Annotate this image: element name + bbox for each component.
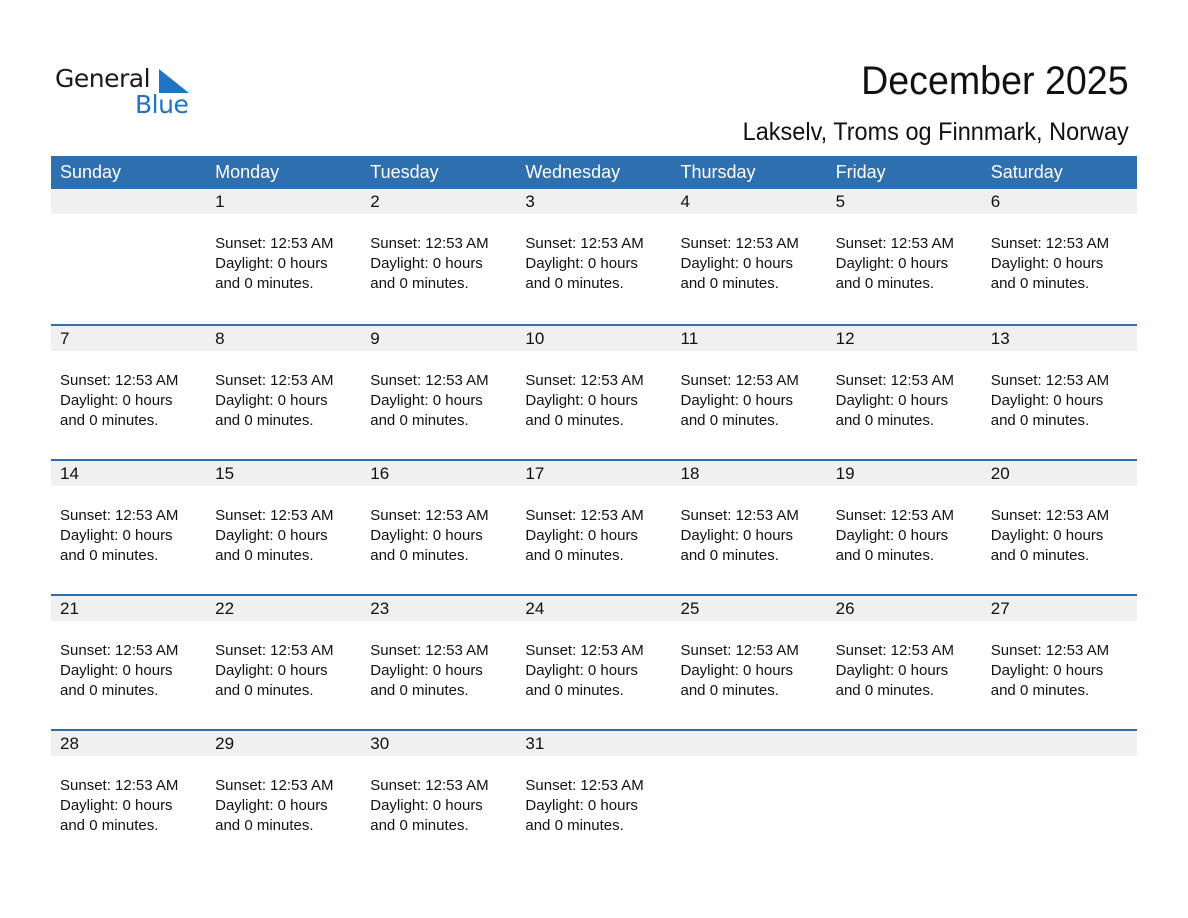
daylight-hours: Daylight: 0 hours <box>60 797 173 814</box>
week-row <box>51 459 1137 594</box>
day-number: 30 <box>370 734 390 753</box>
sunset-time: Sunset: 12:53 AM <box>215 507 334 524</box>
daylight-hours: Daylight: 0 hours <box>680 527 794 544</box>
day-cell <box>51 621 206 701</box>
daylight-minutes: and 0 minutes. <box>370 682 469 699</box>
daylight-minutes: and 0 minutes. <box>680 412 779 429</box>
day-number: 22 <box>215 599 235 618</box>
day-cell <box>827 214 982 294</box>
day-number: 6 <box>990 192 1001 211</box>
week-row <box>51 729 1137 864</box>
daylight-minutes: and 0 minutes. <box>370 817 469 834</box>
day-cell <box>206 214 361 294</box>
daylight-minutes: and 0 minutes. <box>370 275 469 292</box>
day-number: 15 <box>215 464 235 483</box>
day-number <box>672 731 827 756</box>
logo-word-general: General <box>55 64 151 93</box>
daylight-hours: Daylight: 0 hours <box>680 255 794 272</box>
daylight-hours: Daylight: 0 hours <box>215 255 328 272</box>
daylight-minutes: and 0 minutes. <box>60 817 159 834</box>
day-cell <box>672 756 827 836</box>
daylight-hours: Daylight: 0 hours <box>680 392 794 409</box>
day-cell <box>361 486 516 566</box>
day-cell <box>361 214 516 294</box>
sunset-time: Sunset: 12:53 AM <box>680 235 799 252</box>
daylight-hours: Daylight: 0 hours <box>525 255 638 272</box>
day-number: 7 <box>60 329 70 348</box>
daylight-hours: Daylight: 0 hours <box>525 662 638 679</box>
logo <box>55 64 205 124</box>
day-number: 2 <box>370 192 380 211</box>
day-cell <box>361 351 516 431</box>
day-cell <box>516 756 671 836</box>
day-cell <box>51 756 206 836</box>
daylight-minutes: and 0 minutes. <box>215 817 314 834</box>
day-cell <box>672 214 827 294</box>
daylight-minutes: and 0 minutes. <box>215 682 314 699</box>
date-number-row <box>51 731 1137 756</box>
day-cell <box>51 486 206 566</box>
date-number-row <box>51 461 1137 486</box>
day-number: 26 <box>835 599 855 618</box>
sunset-time: Sunset: 12:53 AM <box>370 507 489 524</box>
sunset-time: Sunset: 12:53 AM <box>835 235 955 252</box>
daylight-hours: Daylight: 0 hours <box>215 392 328 409</box>
day-cell <box>982 486 1137 566</box>
daylight-hours: Daylight: 0 hours <box>370 527 483 544</box>
daylight-minutes: and 0 minutes. <box>60 682 159 699</box>
weekday-sunday: Sunday <box>60 162 122 182</box>
daylight-hours: Daylight: 0 hours <box>990 527 1104 544</box>
sunset-time: Sunset: 12:53 AM <box>60 507 179 524</box>
daylight-hours: Daylight: 0 hours <box>215 527 328 544</box>
daylight-minutes: and 0 minutes. <box>60 547 159 564</box>
day-number: 21 <box>60 599 79 618</box>
day-cell <box>982 351 1137 431</box>
calendar-grid <box>51 156 1137 864</box>
day-cell <box>361 756 516 836</box>
daylight-hours: Daylight: 0 hours <box>990 392 1104 409</box>
sunset-time: Sunset: 12:53 AM <box>370 642 489 659</box>
weekday-friday: Friday <box>835 162 886 182</box>
day-number: 16 <box>370 464 390 483</box>
day-cell <box>827 756 982 836</box>
sunset-time: Sunset: 12:53 AM <box>990 642 1110 659</box>
daylight-hours: Daylight: 0 hours <box>60 662 173 679</box>
daylight-hours: Daylight: 0 hours <box>990 255 1104 272</box>
day-number: 10 <box>525 329 545 348</box>
daylight-minutes: and 0 minutes. <box>990 547 1090 564</box>
sunset-time: Sunset: 12:53 AM <box>60 642 179 659</box>
daylight-hours: Daylight: 0 hours <box>835 527 949 544</box>
daylight-hours: Daylight: 0 hours <box>370 662 483 679</box>
day-cell <box>516 486 671 566</box>
daylight-hours: Daylight: 0 hours <box>370 392 483 409</box>
day-cell <box>827 486 982 566</box>
day-number: 25 <box>680 599 700 618</box>
day-number: 24 <box>525 599 545 618</box>
day-number: 3 <box>525 192 535 211</box>
day-number: 17 <box>525 464 545 483</box>
daylight-minutes: and 0 minutes. <box>525 412 624 429</box>
daylight-hours: Daylight: 0 hours <box>835 392 949 409</box>
daylight-hours: Daylight: 0 hours <box>370 797 483 814</box>
daylight-minutes: and 0 minutes. <box>525 682 624 699</box>
sunset-time: Sunset: 12:53 AM <box>60 777 179 794</box>
daylight-minutes: and 0 minutes. <box>835 547 935 564</box>
day-cell <box>206 621 361 701</box>
daylight-minutes: and 0 minutes. <box>680 547 779 564</box>
logo-word-blue: Blue <box>135 90 189 119</box>
day-number: 1 <box>215 192 225 211</box>
day-cell <box>827 621 982 701</box>
weekday-saturday: Saturday <box>990 162 1063 182</box>
sunset-time: Sunset: 12:53 AM <box>370 777 489 794</box>
day-cell <box>361 621 516 701</box>
day-cell <box>672 351 827 431</box>
sunset-time: Sunset: 12:53 AM <box>835 372 955 389</box>
day-cell <box>672 621 827 701</box>
day-cell <box>982 621 1137 701</box>
day-number: 5 <box>835 192 846 211</box>
weekday-header-row <box>51 156 1137 189</box>
day-cell <box>51 214 206 294</box>
daylight-minutes: and 0 minutes. <box>525 275 624 292</box>
date-number-row <box>51 189 1137 214</box>
sunset-time: Sunset: 12:53 AM <box>990 372 1110 389</box>
day-info-row <box>51 621 1137 701</box>
day-info-row <box>51 351 1137 431</box>
weekday-thursday: Thursday <box>680 162 756 182</box>
daylight-hours: Daylight: 0 hours <box>60 392 173 409</box>
daylight-minutes: and 0 minutes. <box>990 682 1090 699</box>
daylight-hours: Daylight: 0 hours <box>525 797 638 814</box>
day-number: 19 <box>835 464 855 483</box>
day-number: 27 <box>990 599 1010 618</box>
day-number: 20 <box>990 464 1010 483</box>
sunset-time: Sunset: 12:53 AM <box>370 235 489 252</box>
date-number-row <box>51 596 1137 621</box>
sunset-time: Sunset: 12:53 AM <box>525 777 644 794</box>
sunset-time: Sunset: 12:53 AM <box>990 235 1110 252</box>
sunset-time: Sunset: 12:53 AM <box>525 507 644 524</box>
sunset-time: Sunset: 12:53 AM <box>215 777 334 794</box>
daylight-hours: Daylight: 0 hours <box>370 255 483 272</box>
daylight-minutes: and 0 minutes. <box>525 817 624 834</box>
daylight-minutes: and 0 minutes. <box>215 547 314 564</box>
daylight-hours: Daylight: 0 hours <box>525 392 638 409</box>
daylight-minutes: and 0 minutes. <box>835 682 935 699</box>
day-number <box>51 189 206 214</box>
daylight-minutes: and 0 minutes. <box>215 275 314 292</box>
day-cell <box>516 621 671 701</box>
day-number: 9 <box>370 329 380 348</box>
daylight-minutes: and 0 minutes. <box>680 682 779 699</box>
day-info-row <box>51 756 1137 836</box>
day-cell <box>51 351 206 431</box>
daylight-minutes: and 0 minutes. <box>525 547 624 564</box>
day-info-row <box>51 214 1137 294</box>
sunset-time: Sunset: 12:53 AM <box>680 372 799 389</box>
sunset-time: Sunset: 12:53 AM <box>835 507 955 524</box>
day-number: 23 <box>370 599 390 618</box>
daylight-hours: Daylight: 0 hours <box>990 662 1104 679</box>
sunset-time: Sunset: 12:53 AM <box>525 235 644 252</box>
daylight-minutes: and 0 minutes. <box>990 275 1090 292</box>
day-number: 11 <box>680 329 699 348</box>
sunset-time: Sunset: 12:53 AM <box>215 642 334 659</box>
daylight-minutes: and 0 minutes. <box>680 275 779 292</box>
daylight-hours: Daylight: 0 hours <box>835 662 949 679</box>
day-cell <box>827 351 982 431</box>
daylight-hours: Daylight: 0 hours <box>835 255 949 272</box>
day-number <box>827 731 982 756</box>
sunset-time: Sunset: 12:53 AM <box>215 372 334 389</box>
day-cell <box>206 486 361 566</box>
weekday-wednesday: Wednesday <box>525 162 621 182</box>
day-cell <box>982 214 1137 294</box>
day-info-row <box>51 486 1137 566</box>
daylight-hours: Daylight: 0 hours <box>60 527 173 544</box>
daylight-hours: Daylight: 0 hours <box>215 797 328 814</box>
date-number-row <box>51 326 1137 351</box>
week-row <box>51 324 1137 459</box>
day-cell <box>672 486 827 566</box>
daylight-minutes: and 0 minutes. <box>835 275 935 292</box>
day-number <box>982 731 1137 756</box>
daylight-minutes: and 0 minutes. <box>835 412 935 429</box>
daylight-minutes: and 0 minutes. <box>370 547 469 564</box>
sunset-time: Sunset: 12:53 AM <box>680 642 799 659</box>
day-number: 14 <box>60 464 79 483</box>
day-cell <box>206 756 361 836</box>
day-number: 12 <box>835 329 855 348</box>
day-number: 29 <box>215 734 235 753</box>
daylight-hours: Daylight: 0 hours <box>525 527 638 544</box>
day-number: 18 <box>680 464 700 483</box>
sunset-time: Sunset: 12:53 AM <box>835 642 955 659</box>
sunset-time: Sunset: 12:53 AM <box>525 372 644 389</box>
daylight-minutes: and 0 minutes. <box>990 412 1090 429</box>
day-cell <box>206 351 361 431</box>
day-number: 4 <box>680 192 690 211</box>
week-row <box>51 594 1137 729</box>
day-cell <box>516 214 671 294</box>
sunset-time: Sunset: 12:53 AM <box>370 372 489 389</box>
location-subtitle: Lakselv, Troms og Finnmark, Norway <box>742 118 1129 146</box>
day-number: 8 <box>215 329 225 348</box>
day-number: 13 <box>990 329 1010 348</box>
daylight-hours: Daylight: 0 hours <box>215 662 328 679</box>
daylight-minutes: and 0 minutes. <box>215 412 314 429</box>
sunset-time: Sunset: 12:53 AM <box>60 372 179 389</box>
week-row <box>51 189 1137 324</box>
day-number: 31 <box>525 734 545 753</box>
page-title: December 2025 <box>861 59 1129 103</box>
weekday-monday: Monday <box>215 162 280 182</box>
sunset-time: Sunset: 12:53 AM <box>990 507 1110 524</box>
day-cell <box>516 351 671 431</box>
daylight-minutes: and 0 minutes. <box>370 412 469 429</box>
daylight-hours: Daylight: 0 hours <box>680 662 794 679</box>
sunset-time: Sunset: 12:53 AM <box>680 507 799 524</box>
daylight-minutes: and 0 minutes. <box>60 412 159 429</box>
day-cell <box>982 756 1137 836</box>
sunset-time: Sunset: 12:53 AM <box>215 235 334 252</box>
weekday-tuesday: Tuesday <box>370 162 439 182</box>
sunset-time: Sunset: 12:53 AM <box>525 642 644 659</box>
day-number: 28 <box>60 734 79 753</box>
